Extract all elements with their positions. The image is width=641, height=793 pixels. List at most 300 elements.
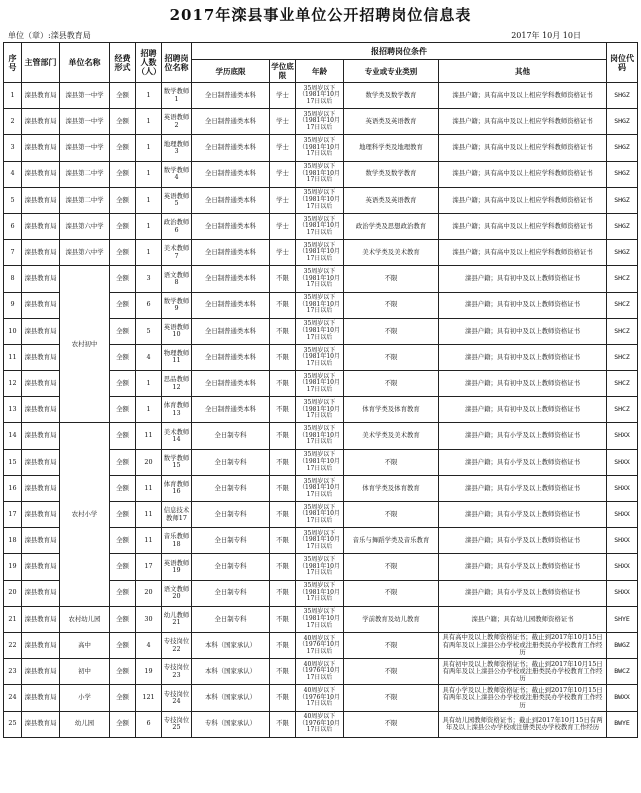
cell-code: SHCZ [607,371,638,397]
cell-edu: 全日制普通类本科 [192,161,270,187]
table-row [4,213,638,239]
cell-edu: 全日制普通类本科 [192,240,270,266]
cell-post: 专技岗位25 [162,711,192,737]
cell-edu: 全日制普通类本科 [192,292,270,318]
cell-unit: 小学 [60,685,110,711]
cell-code: SHGZ [607,161,638,187]
cell-age: 40周岁以下（1976年10月17日以后 [296,659,344,685]
cell-post: 体育教师13 [162,397,192,423]
cell-code: SHXX [607,449,638,475]
cell-age: 35周岁以下（1981年10月17日以后 [296,344,344,370]
header-conditions: 报招聘岗位条件 [192,43,607,60]
cell-count: 19 [136,659,162,685]
header-count: 招聘人数（人） [136,43,162,83]
cell-fund: 全额 [110,292,136,318]
cell-post: 幼儿教师21 [162,606,192,632]
cell-dept: 滦县教育局 [22,449,60,475]
cell-fund: 全额 [110,528,136,554]
cell-degree: 学士 [270,83,296,109]
cell-major: 英语类及英语教育 [344,109,439,135]
cell-other: 滦县户籍；具有初中及以上教师资格证书 [439,318,607,344]
cell-edu: 全日制专科 [192,606,270,632]
cell-fund: 全额 [110,83,136,109]
cell-seq: 20 [4,580,22,606]
cell-edu: 全日制专科 [192,449,270,475]
cell-degree: 不限 [270,344,296,370]
cell-post: 体育教师16 [162,475,192,501]
cell-post: 音乐教师18 [162,528,192,554]
cell-dept: 滦县教育局 [22,240,60,266]
cell-dept: 滦县教育局 [22,580,60,606]
cell-dept: 滦县教育局 [22,83,60,109]
cell-degree: 不限 [270,266,296,292]
cell-other: 滦县户籍；具有小学及以上教师资格证书 [439,502,607,528]
cell-unit: 农村小学 [60,423,110,606]
cell-fund: 全额 [110,475,136,501]
cell-seq: 13 [4,397,22,423]
cell-seq: 1 [4,83,22,109]
cell-post: 语文教师8 [162,266,192,292]
cell-degree: 不限 [270,371,296,397]
cell-fund: 全额 [110,187,136,213]
table-row [4,135,638,161]
cell-age: 40周岁以下（1976年10月17日以后 [296,632,344,658]
cell-edu: 全日制普通类本科 [192,397,270,423]
cell-edu: 全日制普通类本科 [192,318,270,344]
cell-other: 具有高中及以上教师资格证书；截止到2017年10月15日有两年及以上滦县公办学校或注册类民办学校教育工作经历 [439,632,607,658]
cell-fund: 全额 [110,554,136,580]
cell-dept: 滦县教育局 [22,632,60,658]
cell-major: 数学类及数学教育 [344,83,439,109]
cell-edu: 全日制专科 [192,554,270,580]
cell-fund: 全额 [110,659,136,685]
cell-dept: 滦县教育局 [22,502,60,528]
cell-dept: 滦县教育局 [22,397,60,423]
table-row [4,83,638,109]
cell-age: 35周岁以下（1981年10月17日以后 [296,240,344,266]
cell-dept: 滦县教育局 [22,554,60,580]
cell-code: SHGZ [607,135,638,161]
cell-seq: 3 [4,135,22,161]
cell-count: 11 [136,423,162,449]
cell-dept: 滦县教育局 [22,685,60,711]
cell-fund: 全额 [110,109,136,135]
cell-degree: 学士 [270,109,296,135]
table-row [4,240,638,266]
cell-code: SHXX [607,554,638,580]
cell-seq: 11 [4,344,22,370]
cell-age: 35周岁以下（1981年10月17日以后 [296,266,344,292]
cell-other: 滦县户籍；具有小学及以上教师资格证书 [439,423,607,449]
cell-other: 滦县户籍；具有高中及以上相应学科教师资格证书 [439,213,607,239]
cell-edu: 全日制普通类本科 [192,109,270,135]
header-major: 专业或专业类别 [344,60,439,83]
cell-major: 不限 [344,632,439,658]
cell-age: 35周岁以下（1981年10月17日以后 [296,502,344,528]
cell-code: SHXX [607,580,638,606]
cell-other: 具有初中及以上教师资格证书；截止到2017年10月15日有两年及以上滦县公办学校或注册类民办学校教育工作经历 [439,659,607,685]
table-row [4,606,638,632]
document-title: 2017年滦县事业单位公开招聘岗位信息表 [169,6,472,24]
cell-count: 5 [136,318,162,344]
cell-post: 美术教师14 [162,423,192,449]
cell-age: 40周岁以下（1976年10月17日以后 [296,711,344,737]
cell-age: 35周岁以下（1981年10月17日以后 [296,213,344,239]
cell-degree: 不限 [270,580,296,606]
cell-seq: 4 [4,161,22,187]
cell-dept: 滦县教育局 [22,659,60,685]
cell-post: 语文教师20 [162,580,192,606]
cell-code: BWCZ [607,659,638,685]
cell-fund: 全额 [110,240,136,266]
cell-other: 滦县户籍；具有小学及以上教师资格证书 [439,554,607,580]
cell-fund: 全额 [110,371,136,397]
cell-count: 1 [136,161,162,187]
cell-other: 滦县户籍；具有初中及以上教师资格证书 [439,397,607,423]
cell-age: 35周岁以下（1981年10月17日以后 [296,83,344,109]
cell-count: 20 [136,580,162,606]
cell-edu: 全日制专科 [192,580,270,606]
cell-other: 滦县户籍；具有小学及以上教师资格证书 [439,580,607,606]
cell-code: SHXX [607,475,638,501]
cell-age: 35周岁以下（1981年10月17日以后 [296,187,344,213]
cell-dept: 滦县教育局 [22,711,60,737]
cell-age: 35周岁以下（1981年10月17日以后 [296,318,344,344]
cell-seq: 17 [4,502,22,528]
cell-other: 具有幼儿园教师资格证书；截止到2017年10月15日有两年及以上滦县公办学校或注册类民办学校教育工作经历 [439,711,607,737]
cell-major: 数学类及数学教育 [344,161,439,187]
cell-age: 35周岁以下（1981年10月17日以后 [296,135,344,161]
cell-edu: 全日制专科 [192,502,270,528]
cell-degree: 学士 [270,213,296,239]
cell-dept: 滦县教育局 [22,109,60,135]
cell-count: 11 [136,528,162,554]
cell-post: 数学教师9 [162,292,192,318]
cell-code: SHCZ [607,292,638,318]
cell-age: 35周岁以下（1981年10月17日以后 [296,423,344,449]
cell-dept: 滦县教育局 [22,266,60,292]
cell-other: 滦县户籍；具有高中及以上相应学科教师资格证书 [439,240,607,266]
cell-seq: 16 [4,475,22,501]
cell-other: 滦县户籍；具有高中及以上相应学科教师资格证书 [439,109,607,135]
cell-dept: 滦县教育局 [22,161,60,187]
cell-other: 滦县户籍；具有初中及以上教师资格证书 [439,266,607,292]
cell-count: 1 [136,109,162,135]
cell-edu: 全日制普通类本科 [192,344,270,370]
cell-count: 11 [136,502,162,528]
cell-fund: 全额 [110,580,136,606]
cell-post: 专技岗位23 [162,659,192,685]
cell-edu: 全日制普通类本科 [192,266,270,292]
cell-dept: 滦县教育局 [22,344,60,370]
cell-count: 6 [136,292,162,318]
cell-other: 滦县户籍；具有初中及以上教师资格证书 [439,344,607,370]
cell-other: 滦县户籍；具有初中及以上教师资格证书 [439,292,607,318]
cell-fund: 全额 [110,423,136,449]
cell-other: 滦县户籍；具有高中及以上相应学科教师资格证书 [439,161,607,187]
cell-degree: 不限 [270,528,296,554]
cell-code: SHXX [607,502,638,528]
cell-dept: 滦县教育局 [22,528,60,554]
cell-dept: 滦县教育局 [22,371,60,397]
table-row [4,632,638,658]
cell-degree: 不限 [270,632,296,658]
cell-unit: 滦县第六中学 [60,240,110,266]
cell-fund: 全额 [110,397,136,423]
cell-degree: 不限 [270,502,296,528]
cell-count: 11 [136,475,162,501]
cell-age: 35周岁以下（1981年10月17日以后 [296,606,344,632]
cell-count: 6 [136,711,162,737]
cell-age: 40周岁以下（1976年10月17日以后 [296,685,344,711]
cell-major: 不限 [344,344,439,370]
cell-fund: 全额 [110,213,136,239]
cell-other: 滦县户籍；具有高中及以上相应学科教师资格证书 [439,83,607,109]
cell-dept: 滦县教育局 [22,135,60,161]
cell-count: 1 [136,83,162,109]
header-edu: 学历底限 [192,60,270,83]
cell-code: SHCZ [607,266,638,292]
header-post: 招聘岗位名称 [162,43,192,83]
cell-edu: 全日制专科 [192,475,270,501]
date-label: 2017年 10月 10日 [511,31,581,40]
cell-major: 不限 [344,580,439,606]
cell-count: 20 [136,449,162,475]
cell-age: 35周岁以下（1981年10月17日以后 [296,292,344,318]
cell-seq: 7 [4,240,22,266]
cell-degree: 不限 [270,397,296,423]
cell-unit: 滦县第一中学 [60,83,110,109]
cell-code: SHCZ [607,318,638,344]
cell-fund: 全额 [110,711,136,737]
cell-major: 美术学类及美术教育 [344,240,439,266]
table-row [4,711,638,737]
table-row [4,266,638,292]
cell-major: 地理科学类及地理教育 [344,135,439,161]
cell-fund: 全额 [110,161,136,187]
positions-table [3,42,638,738]
cell-other: 滦县户籍；具有小学及以上教师资格证书 [439,528,607,554]
table-row [4,109,638,135]
cell-degree: 学士 [270,187,296,213]
cell-edu: 全日制专科 [192,528,270,554]
cell-dept: 滦县教育局 [22,606,60,632]
cell-seq: 8 [4,266,22,292]
cell-post: 思品教师12 [162,371,192,397]
cell-code: SHGZ [607,240,638,266]
cell-edu: 本科（国家承认） [192,685,270,711]
cell-post: 数学教师15 [162,449,192,475]
cell-post: 专技岗位24 [162,685,192,711]
cell-major: 英语类及英语教育 [344,187,439,213]
cell-age: 35周岁以下（1981年10月17日以后 [296,554,344,580]
cell-major: 体育学类及体育教育 [344,397,439,423]
cell-code: SHCZ [607,344,638,370]
header-degree: 学位底限 [270,60,296,83]
cell-age: 35周岁以下（1981年10月17日以后 [296,371,344,397]
cell-degree: 学士 [270,135,296,161]
cell-seq: 9 [4,292,22,318]
cell-degree: 不限 [270,685,296,711]
cell-code: BWYE [607,711,638,737]
table-row [4,685,638,711]
cell-unit: 滦县第六中学 [60,213,110,239]
cell-unit: 初中 [60,659,110,685]
cell-dept: 滦县教育局 [22,318,60,344]
cell-major: 不限 [344,371,439,397]
cell-edu: 全日制普通类本科 [192,213,270,239]
cell-seq: 24 [4,685,22,711]
cell-major: 不限 [344,318,439,344]
cell-other: 滦县户籍；具有小学及以上教师资格证书 [439,475,607,501]
cell-code: SHCZ [607,397,638,423]
unit-label: 单位（章）:滦县教育局 [8,31,91,40]
cell-post: 英语教师5 [162,187,192,213]
cell-major: 美术学类及美术教育 [344,423,439,449]
cell-edu: 全日制普通类本科 [192,83,270,109]
cell-unit: 滦县第二中学 [60,161,110,187]
header-other: 其他 [439,60,607,83]
cell-major: 音乐与舞蹈学类及音乐教育 [344,528,439,554]
cell-age: 35周岁以下（1981年10月17日以后 [296,449,344,475]
cell-seq: 19 [4,554,22,580]
cell-major: 不限 [344,711,439,737]
cell-seq: 6 [4,213,22,239]
cell-edu: 本科（国家承认） [192,632,270,658]
cell-edu: 全日制专科 [192,423,270,449]
cell-age: 35周岁以下（1981年10月17日以后 [296,161,344,187]
cell-code: SHGZ [607,187,638,213]
table-row [4,423,638,449]
cell-major: 学前教育及幼儿教育 [344,606,439,632]
cell-fund: 全额 [110,502,136,528]
cell-degree: 不限 [270,423,296,449]
cell-unit: 农村初中 [60,266,110,423]
cell-count: 121 [136,685,162,711]
header-seq: 序号 [4,43,22,83]
cell-fund: 全额 [110,632,136,658]
cell-post: 信息技术教师17 [162,502,192,528]
cell-seq: 25 [4,711,22,737]
cell-post: 英语教师19 [162,554,192,580]
header-unit: 单位名称 [60,43,110,83]
cell-major: 不限 [344,449,439,475]
cell-fund: 全额 [110,449,136,475]
cell-code: SHXX [607,423,638,449]
cell-seq: 22 [4,632,22,658]
header-fund: 经费形式 [110,43,136,83]
cell-other: 滦县户籍；具有小学及以上教师资格证书 [439,449,607,475]
cell-degree: 不限 [270,475,296,501]
cell-fund: 全额 [110,685,136,711]
cell-unit: 幼儿园 [60,711,110,737]
cell-age: 35周岁以下（1981年10月17日以后 [296,397,344,423]
cell-age: 35周岁以下（1981年10月17日以后 [296,109,344,135]
cell-count: 1 [136,397,162,423]
cell-fund: 全额 [110,344,136,370]
cell-fund: 全额 [110,318,136,344]
cell-post: 美术教师7 [162,240,192,266]
cell-post: 物理教师11 [162,344,192,370]
cell-unit: 滦县第一中学 [60,135,110,161]
cell-unit: 高中 [60,632,110,658]
cell-unit: 农村幼儿园 [60,606,110,632]
cell-code: SHGZ [607,83,638,109]
cell-major: 不限 [344,292,439,318]
cell-fund: 全额 [110,606,136,632]
cell-age: 35周岁以下（1981年10月17日以后 [296,580,344,606]
cell-seq: 15 [4,449,22,475]
cell-degree: 不限 [270,554,296,580]
cell-post: 英语教师10 [162,318,192,344]
cell-dept: 滦县教育局 [22,187,60,213]
cell-dept: 滦县教育局 [22,292,60,318]
cell-major: 不限 [344,502,439,528]
cell-post: 政治教师6 [162,213,192,239]
cell-seq: 2 [4,109,22,135]
cell-fund: 全额 [110,135,136,161]
cell-post: 数学教师1 [162,83,192,109]
cell-seq: 12 [4,371,22,397]
cell-other: 滦县户籍；具有高中及以上相应学科教师资格证书 [439,187,607,213]
cell-unit: 滦县第二中学 [60,187,110,213]
cell-count: 1 [136,213,162,239]
cell-count: 30 [136,606,162,632]
cell-major: 政治学类及思想政治教育 [344,213,439,239]
cell-count: 4 [136,632,162,658]
cell-fund: 全额 [110,266,136,292]
cell-code: SHXX [607,528,638,554]
cell-age: 35周岁以下（1981年10月17日以后 [296,475,344,501]
cell-post: 地理教师3 [162,135,192,161]
cell-other: 滦县户籍；具有幼儿园教师资格证书 [439,606,607,632]
cell-code: SHGZ [607,109,638,135]
cell-count: 4 [136,344,162,370]
cell-code: SHGZ [607,213,638,239]
cell-age: 35周岁以下（1981年10月17日以后 [296,528,344,554]
cell-major: 不限 [344,554,439,580]
cell-edu: 全日制普通类本科 [192,187,270,213]
cell-edu: 专科（国家承认） [192,711,270,737]
cell-major: 不限 [344,685,439,711]
cell-seq: 14 [4,423,22,449]
cell-count: 17 [136,554,162,580]
cell-other: 具有小学及以上教师资格证书；截止到2017年10月15日有两年及以上滦县公办学校或注册类民办学校教育工作经历 [439,685,607,711]
cell-code: BWXX [607,685,638,711]
cell-degree: 学士 [270,240,296,266]
cell-seq: 18 [4,528,22,554]
cell-degree: 学士 [270,161,296,187]
cell-seq: 10 [4,318,22,344]
table-body [4,83,638,738]
cell-edu: 本科（国家承认） [192,659,270,685]
cell-other: 滦县户籍；具有初中及以上教师资格证书 [439,371,607,397]
cell-degree: 不限 [270,318,296,344]
cell-count: 3 [136,266,162,292]
cell-dept: 滦县教育局 [22,423,60,449]
cell-other: 滦县户籍；具有高中及以上相应学科教师资格证书 [439,135,607,161]
cell-degree: 不限 [270,292,296,318]
header-code: 岗位代码 [607,43,638,83]
cell-seq: 5 [4,187,22,213]
cell-code: BWGZ [607,632,638,658]
cell-post: 数学教师4 [162,161,192,187]
cell-dept: 滦县教育局 [22,213,60,239]
header-age: 年龄 [296,60,344,83]
cell-count: 1 [136,371,162,397]
cell-major: 不限 [344,659,439,685]
cell-code: SHYE [607,606,638,632]
